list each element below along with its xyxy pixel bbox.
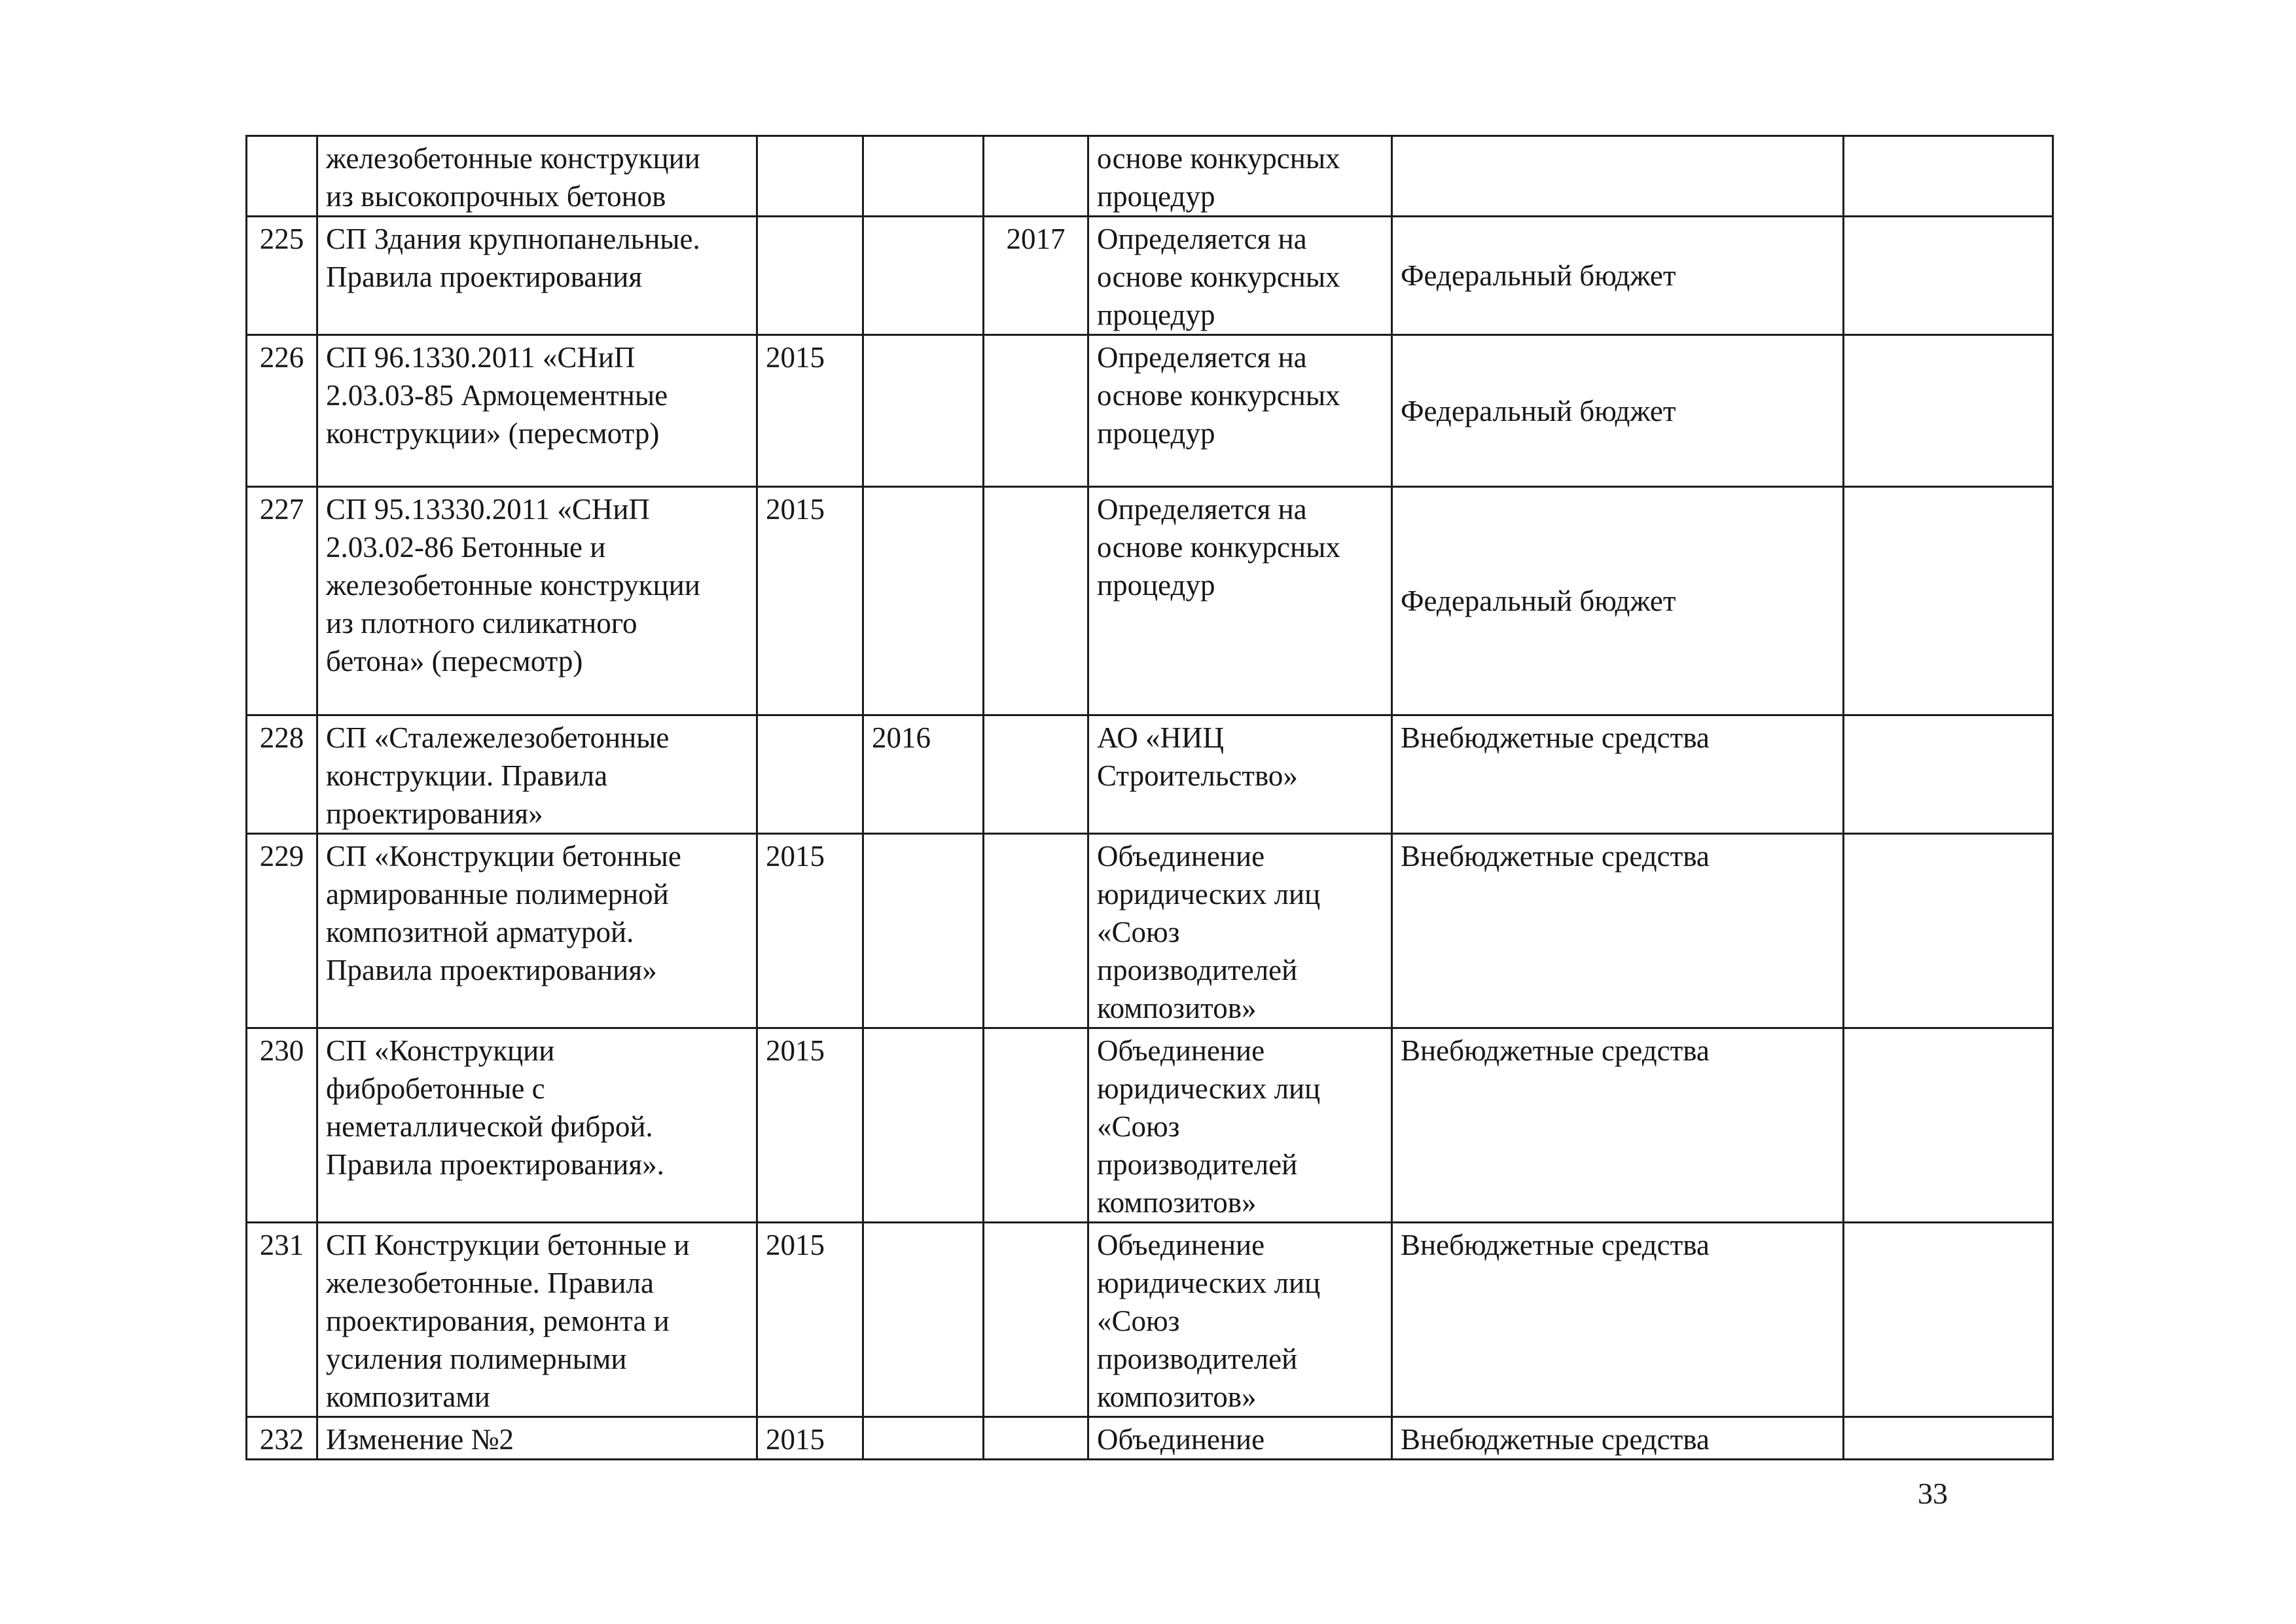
funding-source: Внебюджетные средства <box>1392 1223 1844 1417</box>
document-title: СП 95.13330.2011 «СНиП 2.03.02-86 Бетонные и железобетонные конструкции из плотного силикатного бетона» (пересмотр) <box>317 487 757 715</box>
row-number: 227 <box>247 487 317 715</box>
year-mid <box>863 487 984 715</box>
document-title: СП 96.1330.2011 «СНиП 2.03.03-85 Армоцементные конструкции» (пересмотр) <box>317 335 757 487</box>
document-title: СП «Конструкции бетонные армированные полимерной композитной арматурой. Правила проектирования» <box>317 834 757 1028</box>
document-title: СП Конструкции бетонные и железобетонные. Правила проектирования, ремонта и усиления полимерными композитами <box>317 1223 757 1417</box>
year-start <box>757 136 863 217</box>
row-number: 229 <box>247 834 317 1028</box>
year-start: 2015 <box>757 1417 863 1460</box>
table-row <box>247 217 2053 335</box>
document-title: Изменение №2 <box>317 1417 757 1460</box>
standards-plan-table <box>245 135 2054 1460</box>
note <box>1844 217 2053 335</box>
table-row <box>247 1417 2053 1460</box>
executor: Объединение <box>1088 1417 1392 1460</box>
year-end <box>984 1417 1088 1460</box>
year-end <box>984 1028 1088 1223</box>
funding-source: Внебюджетные средства <box>1392 834 1844 1028</box>
year-end <box>984 715 1088 834</box>
year-start: 2015 <box>757 1223 863 1417</box>
note <box>1844 834 2053 1028</box>
funding-source: Федеральный бюджет <box>1392 217 1844 335</box>
table-row <box>247 715 2053 834</box>
table-row <box>247 1223 2053 1417</box>
executor: Определяется на основе конкурсных процедур <box>1088 335 1392 487</box>
document-title: СП «Конструкции фибробетонные с неметаллической фиброй. Правила проектирования». <box>317 1028 757 1223</box>
funding-source: Внебюджетные средства <box>1392 1417 1844 1460</box>
year-end <box>984 1223 1088 1417</box>
year-start: 2015 <box>757 834 863 1028</box>
note <box>1844 487 2053 715</box>
year-mid <box>863 1028 984 1223</box>
executor: основе конкурсных процедур <box>1088 136 1392 217</box>
funding-source: Внебюджетные средства <box>1392 715 1844 834</box>
note <box>1844 1028 2053 1223</box>
year-mid <box>863 335 984 487</box>
funding-source: Внебюджетные средства <box>1392 1028 1844 1223</box>
year-mid <box>863 1417 984 1460</box>
funding-source: Федеральный бюджет <box>1392 487 1844 715</box>
year-mid: 2016 <box>863 715 984 834</box>
executor: Объединение юридических лиц «Союз производителей композитов» <box>1088 1223 1392 1417</box>
document-title: СП Здания крупнопанельные. Правила проектирования <box>317 217 757 335</box>
table-row <box>247 136 2053 217</box>
executor: АО «НИЦ Строительство» <box>1088 715 1392 834</box>
funding-source <box>1392 136 1844 217</box>
year-mid <box>863 217 984 335</box>
note <box>1844 1223 2053 1417</box>
executor: Объединение юридических лиц «Союз производителей композитов» <box>1088 1028 1392 1223</box>
row-number: 231 <box>247 1223 317 1417</box>
table-row <box>247 834 2053 1028</box>
year-end <box>984 136 1088 217</box>
year-end: 2017 <box>984 217 1088 335</box>
row-number: 228 <box>247 715 317 834</box>
executor: Определяется на основе конкурсных процедур <box>1088 217 1392 335</box>
note <box>1844 335 2053 487</box>
year-start: 2015 <box>757 335 863 487</box>
year-mid <box>863 1223 984 1417</box>
row-number <box>247 136 317 217</box>
note <box>1844 136 2053 217</box>
table-row <box>247 335 2053 487</box>
funding-source: Федеральный бюджет <box>1392 335 1844 487</box>
note <box>1844 1417 2053 1460</box>
year-start <box>757 217 863 335</box>
row-number: 226 <box>247 335 317 487</box>
year-mid <box>863 834 984 1028</box>
year-end <box>984 487 1088 715</box>
year-end <box>984 335 1088 487</box>
page-number: 33 <box>1918 1477 1948 1510</box>
executor: Объединение юридических лиц «Союз производителей композитов» <box>1088 834 1392 1028</box>
year-start: 2015 <box>757 1028 863 1223</box>
year-start <box>757 715 863 834</box>
executor: Определяется на основe конкурсных процедур <box>1088 487 1392 715</box>
table-row <box>247 1028 2053 1223</box>
row-number: 225 <box>247 217 317 335</box>
row-number: 230 <box>247 1028 317 1223</box>
document-title: СП «Сталежелезобетонные конструкции. Правила проектирования» <box>317 715 757 834</box>
table-row <box>247 487 2053 715</box>
year-end <box>984 834 1088 1028</box>
year-start: 2015 <box>757 487 863 715</box>
year-mid <box>863 136 984 217</box>
row-number: 232 <box>247 1417 317 1460</box>
document-title: железобетонные конструкции из высокопрочных бетонов <box>317 136 757 217</box>
note <box>1844 715 2053 834</box>
